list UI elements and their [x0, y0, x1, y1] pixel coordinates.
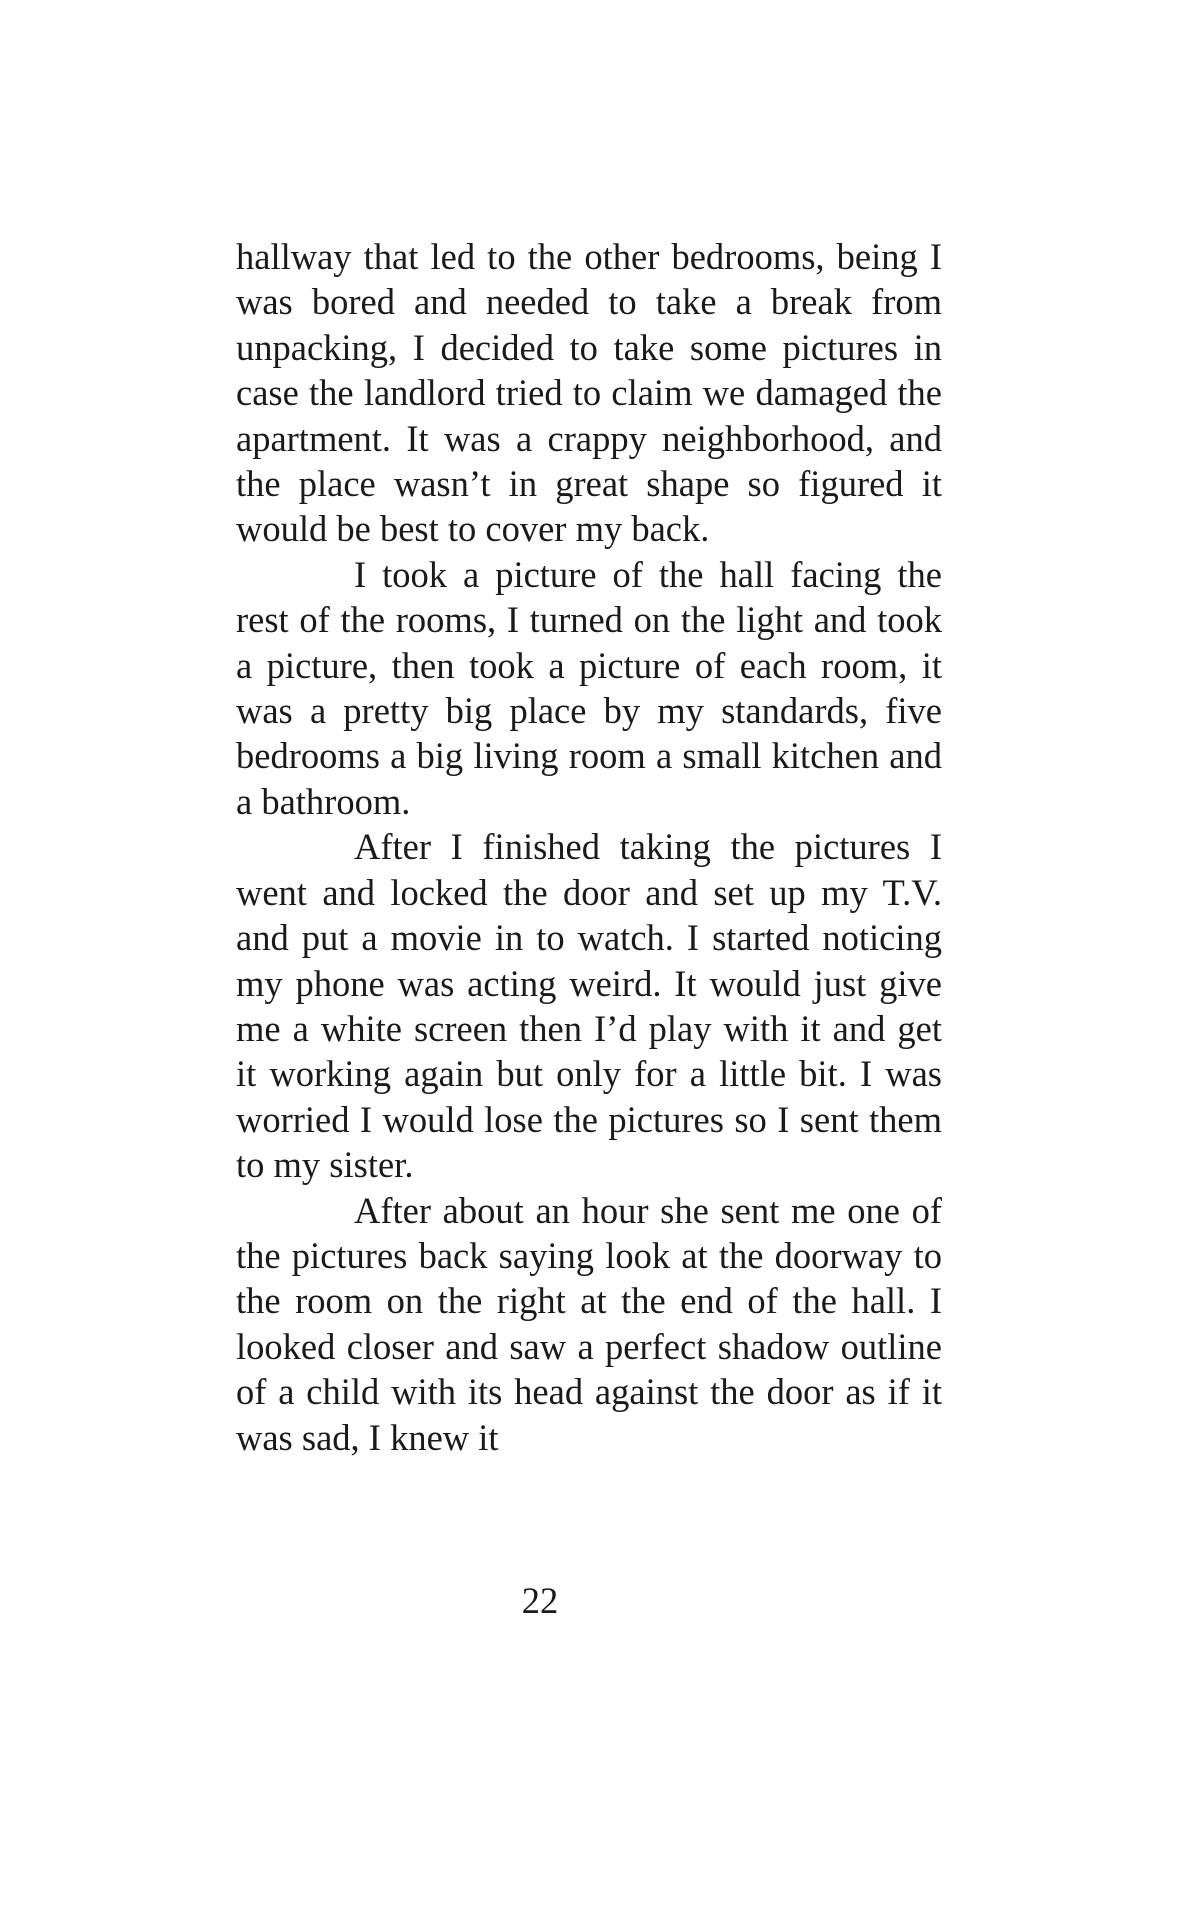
page-number: 22	[521, 1580, 559, 1621]
paragraph-2: I took a picture of the hall facing the rest of the rooms, I turned on the light and took a picture, then took a picture of each room, it was a pretty big place by my standards, five bedrooms a big living room a small kitchen and a bathroom.	[236, 553, 942, 822]
body-text	[236, 234, 942, 1460]
paragraph-1: hallway that led to the other bedrooms, being I was bored and needed to take a break from unpacking, I decided to take some pictures in case the landlord tried to claim we damaged the apartment. It was a crappy neighborhood, and the place wasn’t in great shape so figured it would be best to cover my back.	[236, 236, 942, 550]
paragraph-4: After about an hour she sent me one of the pictures back saying look at the doorway to the room on the right at the end of the hall. I looked closer and saw a perfect shadow outline of a child with its head against the door as if it was sad, I knew it	[236, 1189, 942, 1458]
paragraph-3: After I finished taking the pictures I went and locked the door and set up my T.V. and put a movie in to watch. I started noticing my phone was acting weird. It would just give me a white screen then I’d play with it and get it working again but only for a little bit. I was worried I would lose the pictures so I sent them to my sister.	[236, 826, 942, 1186]
